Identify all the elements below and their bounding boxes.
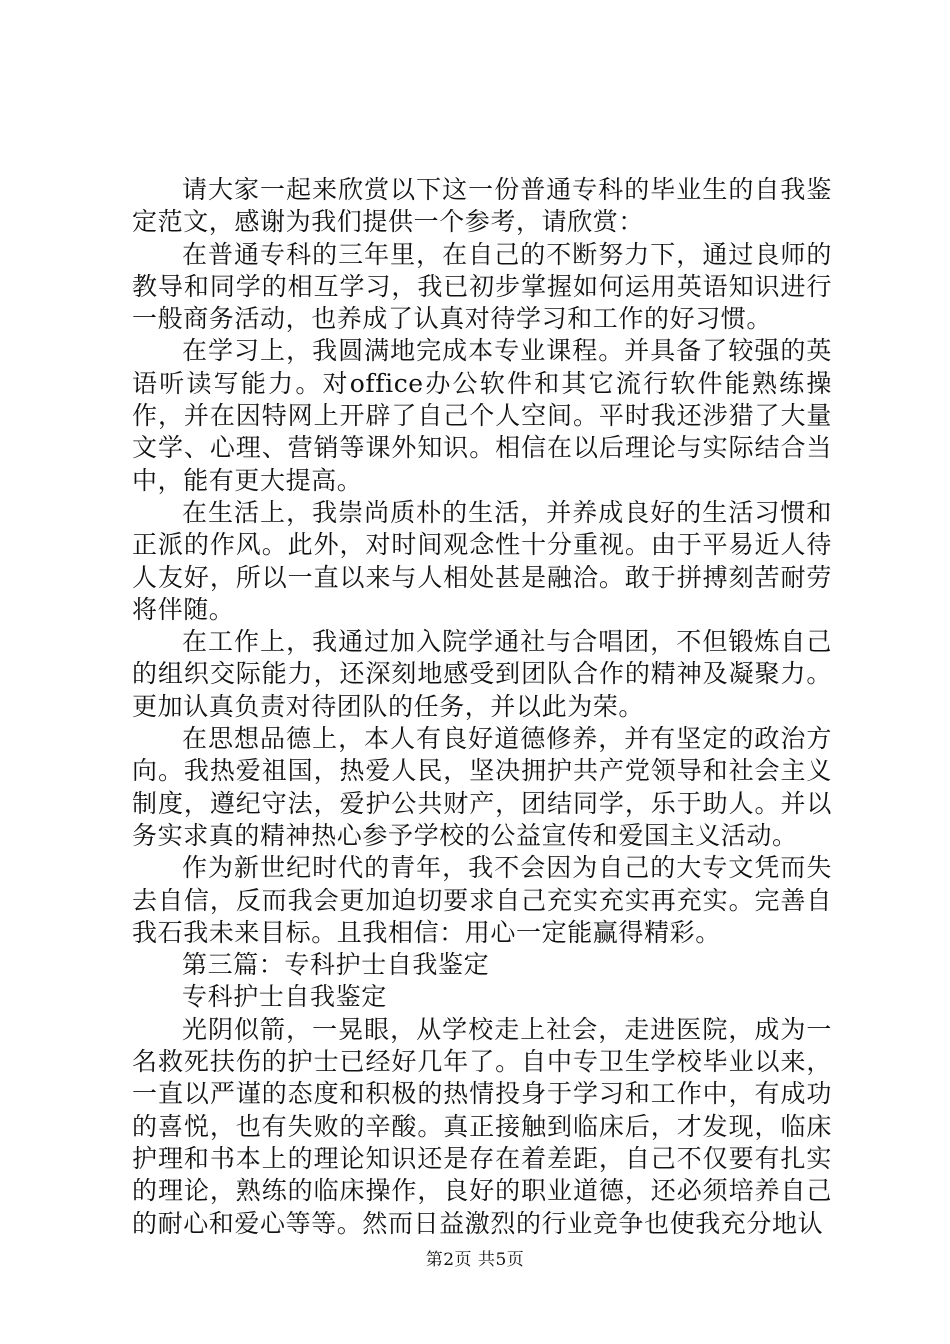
paragraph-morality: 在思想品德上，本人有良好道德修养，并有坚定的政治方向。我热爱祖国，热爱人民，坚决拥护共产党领导和社会主义制度，遵纪守法，爱护公共财产，团结同学，乐于助人。并以务实求真的精神热心参予学校的公益宣传和爱国主义活动。 — [132, 724, 832, 850]
paragraph-three-years: 在普通专科的三年里，在自己的不断努力下，通过良师的教导和同学的相互学习，我已初步掌握如何运用英语知识进行一般商务活动，也养成了认真对待学习和工作的好习惯。 — [132, 239, 832, 334]
document-body — [132, 174, 832, 1240]
paragraph-work: 在工作上，我通过加入院学通社与合唱团，不但锻炼自己的组织交际能力，还深刻地感受到团队合作的精神及凝聚力。更加认真负责对待团队的任务，并以此为荣。 — [132, 627, 832, 721]
intro-paragraph: 请大家一起来欣赏以下这一份普通专科的毕业生的自我鉴定范文，感谢为我们提供一个参考，请欣赏： — [132, 175, 832, 237]
paragraph-life: 在生活上，我崇尚质朴的生活，并养成良好的生活习惯和正派的作风。此外，对时间观念性十分重视。由于平易近人待人友好，所以一直以来与人相处甚是融洽。敢于拼搏刻苦耐劳将伴随。 — [132, 497, 832, 624]
paragraph-nurse: 光阴似箭，一晃眼，从学校走上社会，走进医院，成为一名救死扶伤的护士已经好几年了。自中专卫生学校毕业以来，一直以严谨的态度和积极的热情投身于学习和工作中，有成功的喜悦，也有失败的辛酸。真正接触到临床后，才发现，临床护理和书本上的理论知识还是存在着差距，自己不仅要有扎实的理论，熟练的临床操作，良好的职业道德，还必须培养自己的耐心和爱心等等。然而日益激烈的行业竞争也使我充分地认 — [132, 1014, 832, 1238]
paragraph-study: 在学习上，我圆满地完成本专业课程。并具备了较强的英语听读写能力。对office办公软件和其它流行软件能熟练操作，并在因特网上开辟了自己个人空间。平时我还涉猎了大量文学、心理、营销等课外知识。相信在以后理论与实际结合当中，能有更大提高。 — [132, 336, 832, 495]
section-heading: 第三篇：专科护士自我鉴定 — [182, 950, 490, 980]
section-subtitle: 专科护士自我鉴定 — [182, 982, 387, 1012]
paragraph-youth: 作为新世纪时代的青年，我不会因为自己的大专文凭而失去自信，反而我会更加迫切要求自己充实充实再充实。完善自我石我未来目标。且我相信：用心一定能赢得精彩。 — [132, 853, 832, 947]
page-number-footer: 第2页 共5页 — [425, 1250, 525, 1270]
